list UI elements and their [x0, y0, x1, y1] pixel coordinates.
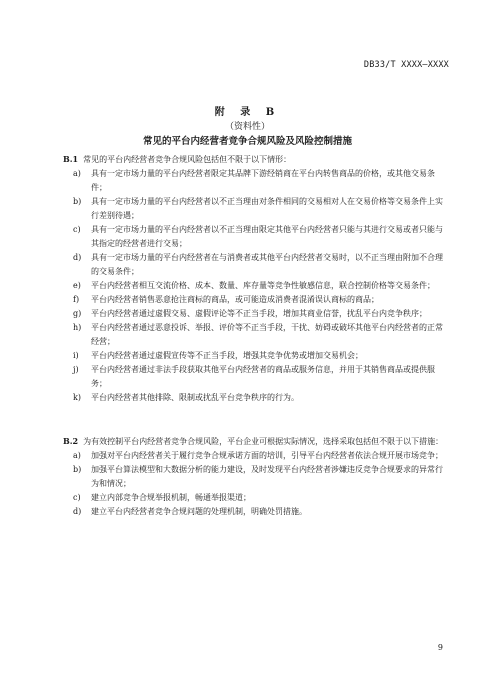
section-b1-intro — [63, 152, 449, 167]
list-item-text: 具有一定市场力量的平台内经营者限定其品牌下游经销商在平台内转售商品的价格，或其他交易条件； — [91, 169, 435, 192]
list-item-marker: k) — [73, 393, 81, 402]
list-item-marker: a) — [73, 451, 81, 460]
appendix-nature: （资料性） — [224, 122, 270, 132]
section-b2 — [63, 434, 449, 519]
list-item-text: 平台内经营者其他排除、限制或扰乱平台竞争秩序的行为。 — [91, 393, 299, 402]
list-item — [63, 491, 449, 505]
list-item — [63, 505, 449, 519]
list-item — [63, 307, 449, 321]
section-b1-intro-text: 常见的平台内经营者竞争合规风险包括但不限于以下情形： — [83, 155, 292, 164]
list-item — [63, 463, 449, 491]
document-code: DB33/T XXXX—XXXX — [363, 60, 449, 70]
section-b2-list — [63, 449, 449, 519]
list-item-text: 具有一定市场力量的平台内经营者在与消费者或其他平台内经营者交易时，以不正当理由附加不合理的交易条件； — [91, 253, 443, 276]
list-item-marker: c) — [73, 225, 81, 234]
list-item — [63, 363, 449, 391]
list-item-text: 建立内部竞争合规举报机制，畅通举报渠道； — [91, 493, 251, 502]
list-item — [63, 391, 449, 405]
list-item-marker: g) — [73, 309, 82, 318]
section-b2-intro-text: 为有效控制平台内经营者竞争合规风险，平台企业可根据实际情况，选择采取包括但不限于以下措施： — [83, 437, 444, 446]
list-item-text: 加强平台算法模型和大数据分析的能力建设，及时发现平台内经营者涉嫌违反竞争合规要求的异常行为和情况； — [91, 465, 443, 488]
list-item — [63, 293, 449, 307]
section-b1 — [63, 152, 449, 405]
list-item — [63, 167, 449, 195]
list-item — [63, 279, 449, 293]
appendix-title: 附 录 B — [214, 107, 281, 118]
list-item-marker: j) — [73, 365, 79, 374]
list-item — [63, 349, 449, 363]
list-item-text: 平台内经营者通过虚假宣传等不正当手段，增强其竞争优势或增加交易机会； — [91, 351, 363, 360]
list-item-marker: i) — [73, 351, 79, 360]
list-item — [63, 195, 449, 223]
list-item-marker: e) — [73, 281, 81, 290]
list-item-marker: c) — [73, 493, 81, 502]
list-item-marker: f) — [73, 295, 80, 304]
list-item-text: 平台内经营者通过恶意投诉、举报、评价等不正当手段，干扰、妨碍或破坏其他平台内经营者的正常经营； — [91, 323, 443, 346]
list-item — [63, 321, 449, 349]
list-item-text: 平台内经营者相互交流价格、成本、数量、库存量等竞争性敏感信息，联合控制价格等交易条件； — [91, 281, 435, 290]
list-item-marker: h) — [73, 323, 82, 332]
section-b1-list — [63, 167, 449, 405]
list-item-text: 平台内经营者通过虚假交易、虚假评论等不正当手段，增加其商业信誉，扰乱平台内竞争秩序； — [91, 309, 427, 318]
list-item — [63, 449, 449, 463]
list-item — [63, 223, 449, 251]
list-item-text: 建立平台内经营者竞争合规问题的处理机制，明确处罚措施。 — [91, 507, 307, 516]
appendix-heading: 常见的平台内经营者竞争合规风险及风险控制措施 — [142, 136, 352, 147]
section-b2-intro — [63, 434, 449, 449]
list-item-marker: d) — [73, 507, 82, 516]
page-number: 9 — [437, 643, 443, 652]
section-b2-number: B.2 — [63, 436, 79, 446]
list-item-text: 加强对平台内经营者关于履行竞争合规承诺方面的培训，引导平台内经营者依法合规开展市场竞争； — [91, 451, 443, 460]
list-item — [63, 251, 449, 279]
list-item-text: 具有一定市场力量的平台内经营者以不正当理由对条件相同的交易相对人在交易价格等交易条件上实行差别待遇； — [91, 197, 443, 220]
list-item-marker: b) — [73, 465, 82, 474]
list-item-marker: d) — [73, 253, 82, 262]
list-item-marker: a) — [73, 169, 81, 178]
list-item-marker: b) — [73, 197, 82, 206]
list-item-text: 平台内经营者通过非法手段获取其他平台内经营者的商品或服务信息，并用于其销售商品或提供服务； — [91, 365, 435, 388]
section-b1-number: B.1 — [63, 154, 79, 164]
list-item-text: 平台内经营者销售恶意抢注商标的商品，或可能造成消费者混淆误认商标的商品； — [91, 295, 379, 304]
list-item-text: 具有一定市场力量的平台内经营者以不正当理由限定其他平台内经营者只能与其进行交易或者只能与其指定的经营者进行交易； — [91, 225, 443, 248]
